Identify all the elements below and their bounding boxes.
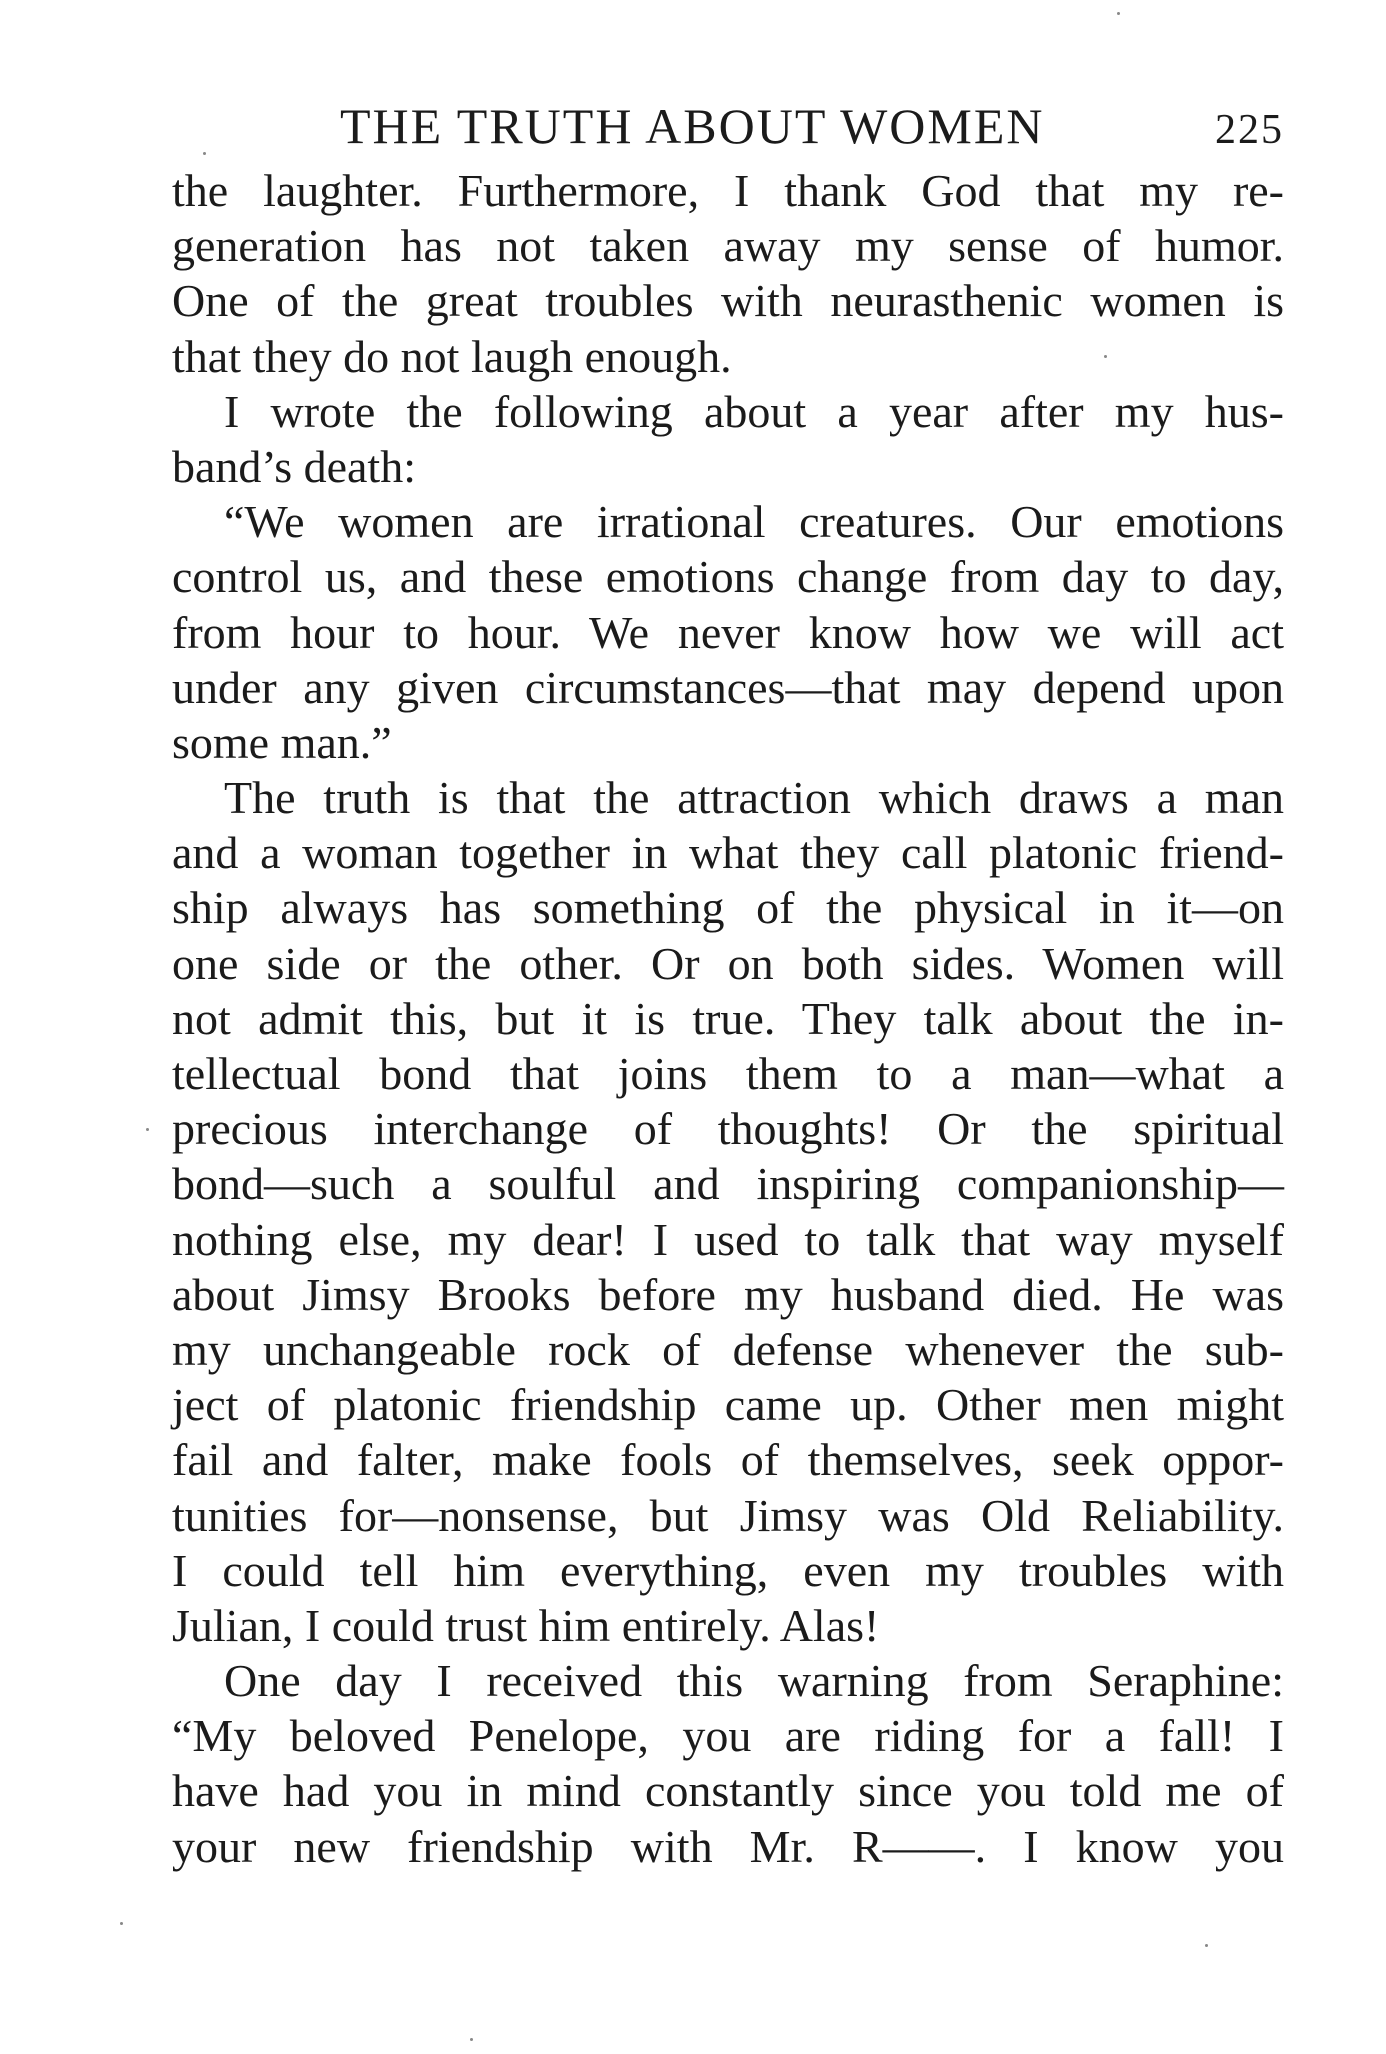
text-line-19: bond—such a soulful and inspiring companionship— <box>172 1158 1284 1210</box>
text-line-9: from hour to hour. We never know how we will act <box>172 606 1284 658</box>
text-line-8: control us, and these emotions change from day to day, <box>172 551 1284 603</box>
text-line-5: I wrote the following about a year after my hus- <box>224 385 1284 437</box>
text-line-1: the laughter. Furthermore, I thank God that my re- <box>172 165 1284 216</box>
text-line-20: nothing else, my dear! I used to talk that way myself <box>172 1213 1284 1265</box>
text-line-11: some man.” <box>172 716 392 768</box>
text-line-23: ject of platonic friendship came up. Other men might <box>172 1379 1284 1431</box>
text-line-15: one side or the other. Or on both sides. Women will <box>172 937 1284 989</box>
text-line-22: my unchangeable rock of defense whenever the sub- <box>172 1323 1284 1375</box>
text-line-27: Julian, I could trust him entirely. Alas! <box>172 1599 880 1651</box>
text-line-26: I could tell him everything, even my troubles with <box>172 1544 1284 1596</box>
text-line-14: ship always has something of the physical in it—on <box>172 882 1284 934</box>
text-line-13: and a woman together in what they call platonic friend- <box>172 827 1284 879</box>
text-line-10: under any given circumstances—that may depend upon <box>172 661 1284 713</box>
page-header <box>172 96 1284 156</box>
text-line-28: One day I received this warning from Seraphine: <box>224 1655 1284 1707</box>
text-line-25: tunities for—nonsense, but Jimsy was Old Reliability. <box>172 1489 1284 1541</box>
scan-speck <box>1205 1944 1208 1947</box>
text-line-17: tellectual bond that joins them to a man—what a <box>172 1048 1284 1099</box>
text-line-31: your new friendship with Mr. R——. I know you <box>172 1820 1284 1872</box>
scan-speck <box>1117 12 1120 15</box>
text-line-18: precious interchange of thoughts! Or the spiritual <box>172 1103 1284 1155</box>
text-line-21: about Jimsy Brooks before my husband died. He was <box>172 1268 1284 1320</box>
scan-speck <box>203 152 206 155</box>
text-line-7: “We women are irrational creatures. Our emotions <box>224 496 1284 548</box>
text-line-2: generation has not taken away my sense of humor. <box>172 220 1284 272</box>
text-line-16: not admit this, but it is true. They talk about the in- <box>172 992 1284 1044</box>
scan-speck <box>470 2038 473 2041</box>
running-title: THE TRUTH ABOUT WOMEN <box>340 98 1045 154</box>
page-number: 225 <box>1215 107 1284 153</box>
body-text <box>172 163 1284 1874</box>
text-line-24: fail and falter, make fools of themselves, seek oppor- <box>172 1434 1284 1486</box>
text-line-6: band’s death: <box>172 440 416 492</box>
scan-speck <box>120 1922 123 1925</box>
text-line-4: that they do not laugh enough. <box>172 330 732 382</box>
text-line-12: The truth is that the attraction which draws a man <box>224 772 1284 824</box>
text-line-29: “My beloved Penelope, you are riding for a fall! I <box>172 1710 1284 1762</box>
scan-speck <box>146 1128 149 1131</box>
text-line-3: One of the great troubles with neurasthenic women is <box>172 275 1284 327</box>
text-line-30: have had you in mind constantly since you told me of <box>172 1765 1284 1817</box>
scan-speck <box>1104 355 1107 358</box>
